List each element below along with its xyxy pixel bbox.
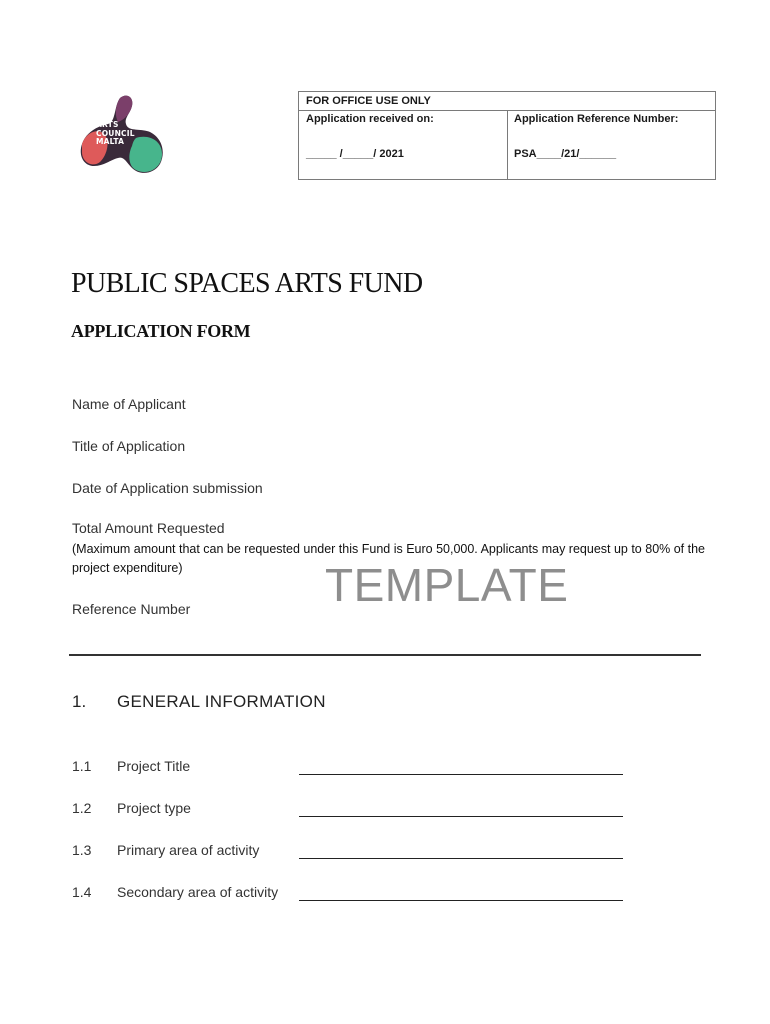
logo-line: COUNCIL	[96, 128, 135, 138]
item-number: 1.2	[72, 800, 92, 816]
received-on-label: Application received on:	[306, 113, 434, 125]
section-divider	[69, 654, 701, 656]
item-number: 1.1	[72, 758, 92, 774]
reference-number-field-label: Reference Number	[72, 601, 191, 617]
arts-council-malta-logo	[74, 94, 170, 176]
reference-number-value: PSA____/21/______	[514, 148, 617, 160]
office-use-box	[298, 91, 716, 180]
date-of-submission-label: Date of Application submission	[72, 480, 263, 496]
item-label: Project type	[117, 800, 191, 816]
section-number: 1.	[72, 692, 87, 711]
office-use-title: FOR OFFICE USE ONLY	[306, 95, 431, 107]
amount-note: (Maximum amount that can be requested under this Fund is Euro 50,000. Applicants may request up to 80% of the project expenditure)	[72, 542, 706, 575]
logo-line: MALTA	[96, 137, 125, 146]
item-number: 1.3	[72, 842, 92, 858]
primary-area-input-line[interactable]	[299, 858, 623, 859]
total-amount-label: Total Amount Requested	[72, 520, 225, 536]
item-label: Secondary area of activity	[117, 884, 279, 900]
project-title-input-line[interactable]	[299, 774, 623, 775]
template-watermark: TEMPLATE	[325, 559, 569, 611]
document-subtitle: APPLICATION FORM	[71, 321, 251, 341]
title-of-application-label: Title of Application	[72, 438, 186, 454]
item-label: Primary area of activity	[117, 842, 260, 858]
item-number: 1.4	[72, 884, 92, 900]
reference-number-label: Application Reference Number:	[514, 113, 679, 125]
section-title: GENERAL INFORMATION	[117, 692, 326, 711]
secondary-area-input-line[interactable]	[299, 900, 623, 901]
item-label: Project Title	[117, 758, 191, 774]
logo-line: ARTS	[96, 120, 119, 129]
office-divider-vertical	[507, 110, 508, 179]
logo-wordmark	[96, 121, 135, 147]
received-on-value: _____ /_____/ 2021	[306, 148, 404, 160]
project-type-input-line[interactable]	[299, 816, 623, 817]
name-of-applicant-label: Name of Applicant	[72, 396, 186, 412]
document-title: PUBLIC SPACES ARTS FUND	[71, 268, 423, 299]
